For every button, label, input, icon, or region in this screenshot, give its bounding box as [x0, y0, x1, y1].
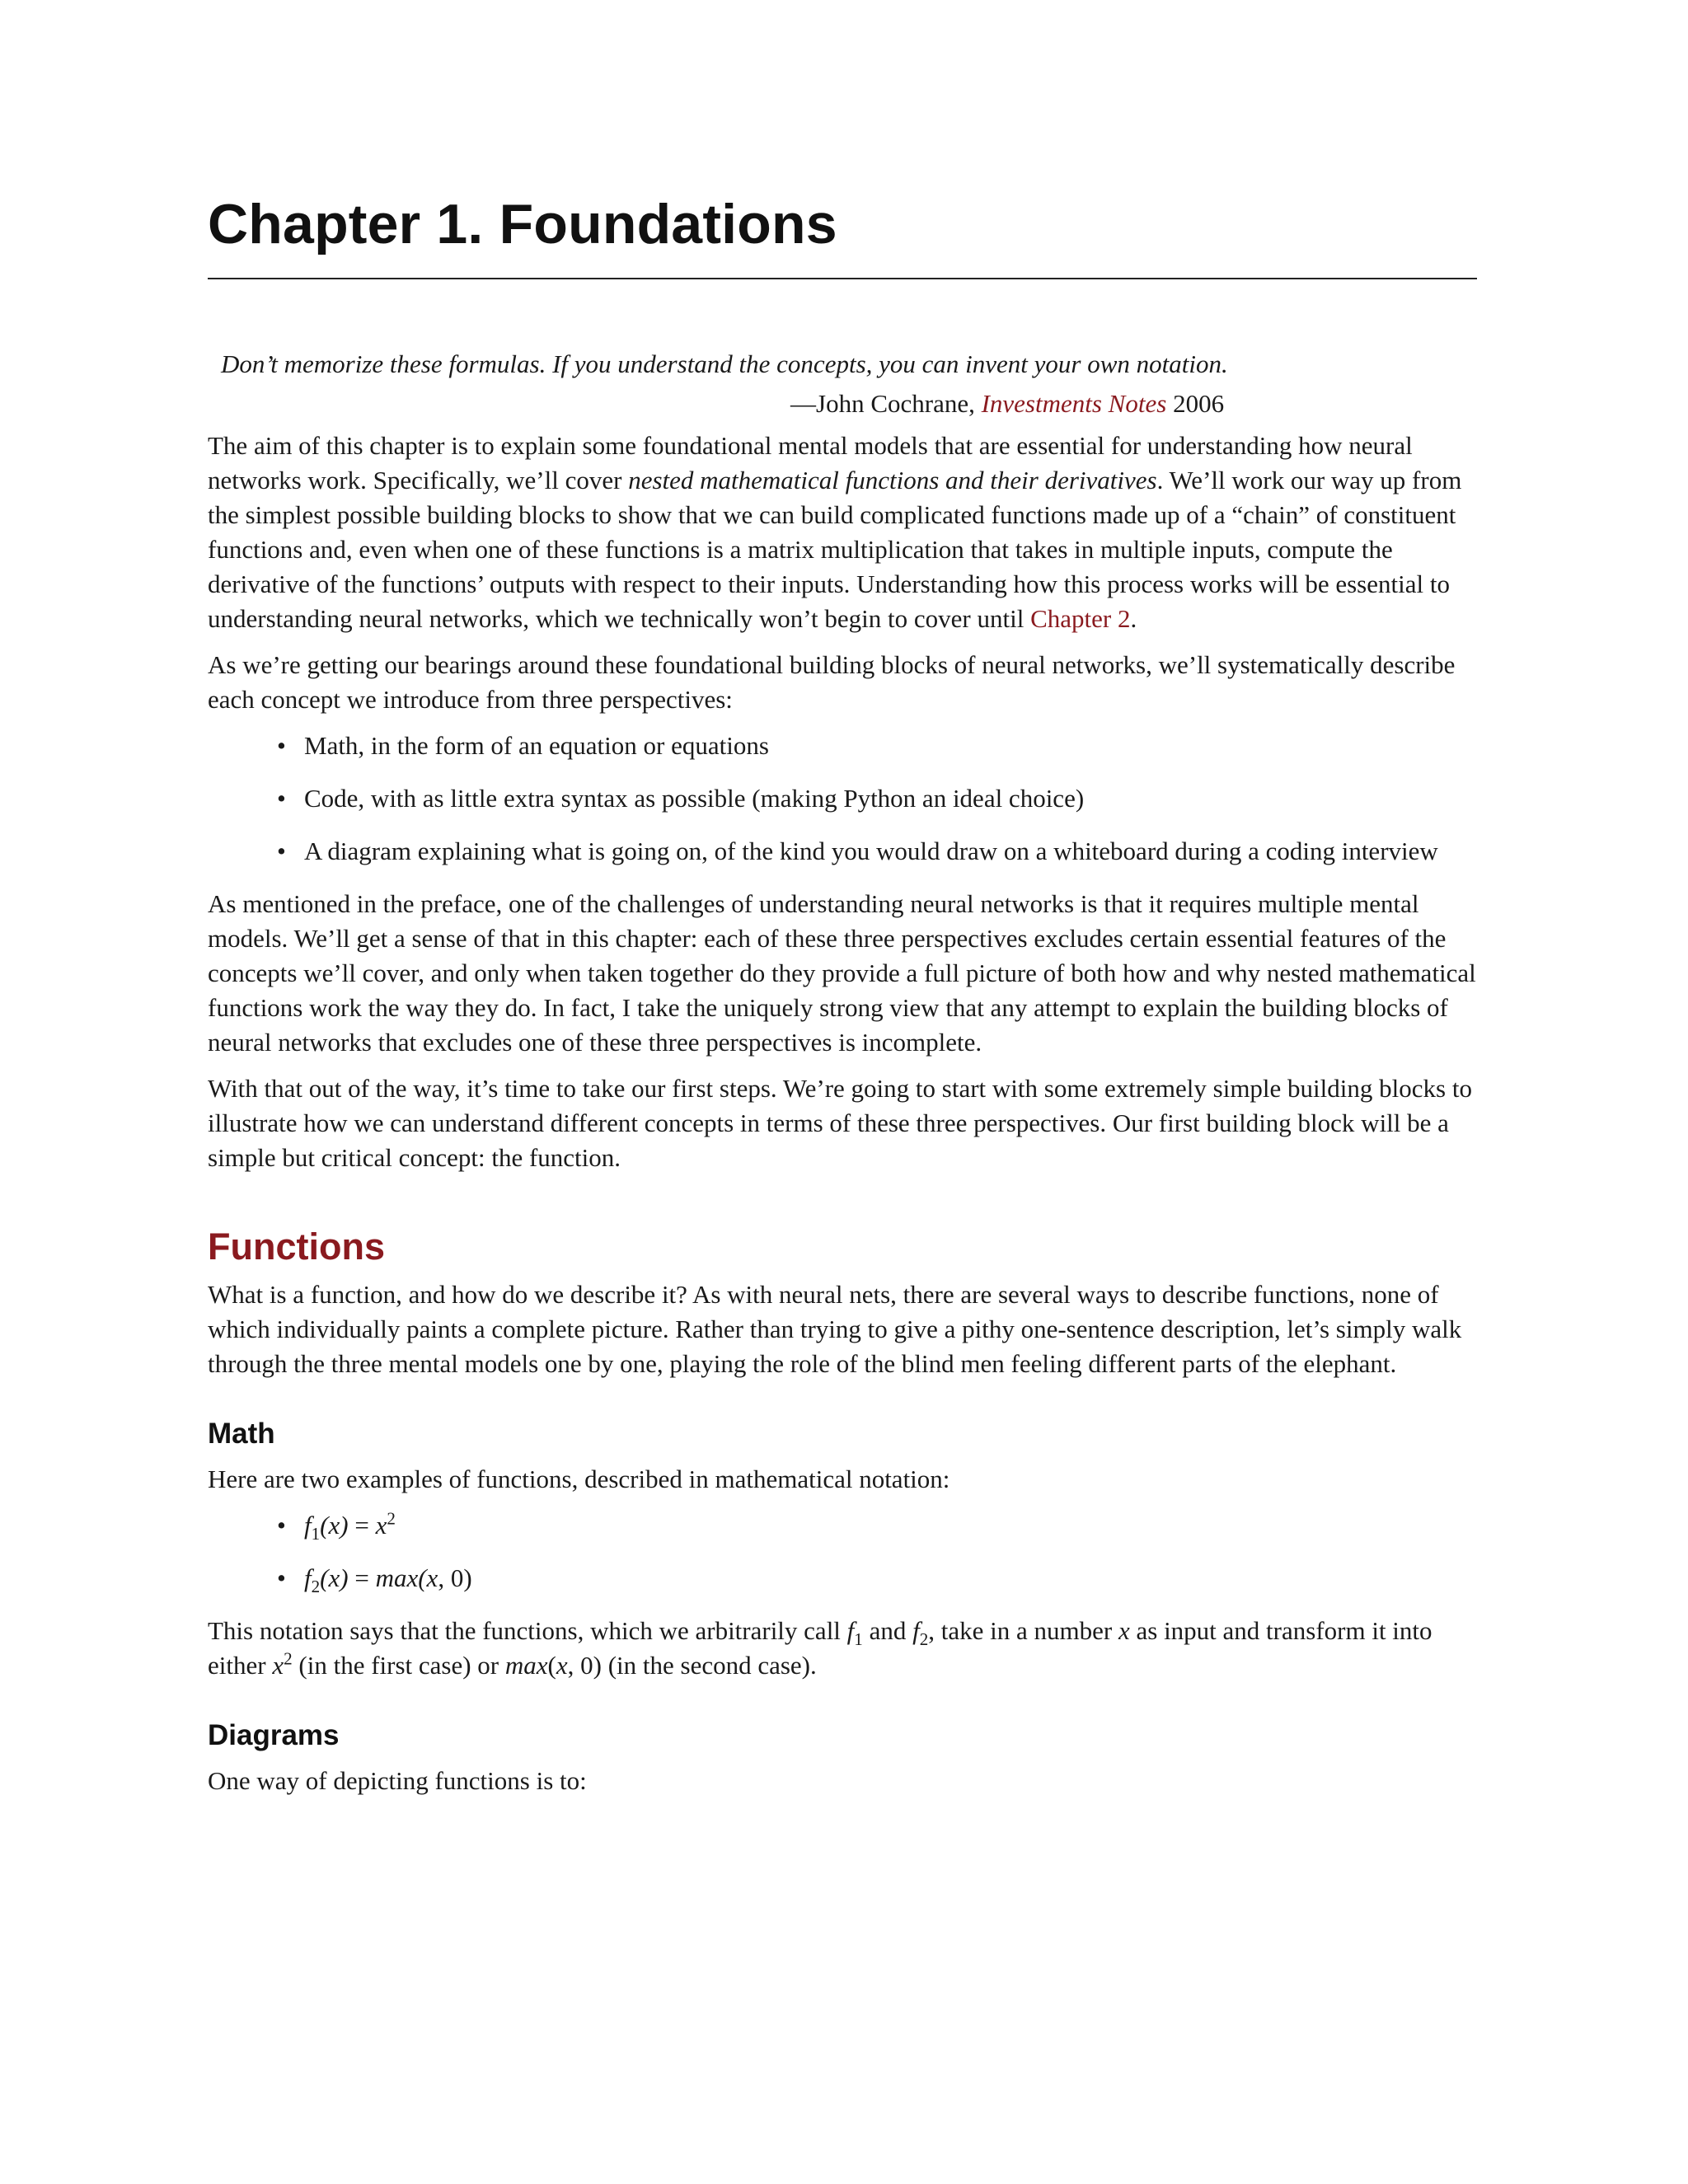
intro-paragraph-3: As mentioned in the preface, one of the challenges of understanding neural networks is that it requires multiple mental models. We’ll get a sense of that in this chapter: each of these three perspectives excludes certain essential features of the concepts we’ll cover, and only when taken together do they provide a full picture of both how and why nested mathematical functions work the way they do. In fact, I take the uniquely strong view that any attempt to explain the building blocks of neural networks that excludes one of these three perspectives is incomplete. [208, 889, 1476, 1057]
math-paragraph-2: This notation says that the functions, which we arbitrarily call $f_1$ and $f_2$, take in a number x as input and transform it into either $x^2$ (in the first case) or max(x, 0) (in the second case). [208, 1616, 1432, 1680]
content-flow [208, 344, 1477, 1810]
math-heading: Math [208, 1418, 275, 1450]
investments-notes-link[interactable]: Investments Notes [981, 389, 1167, 418]
bullet-icon: • [277, 784, 286, 813]
formula-f1: $f_1(x) = x^2$ [304, 1508, 396, 1544]
emphasis-nested-functions: nested mathematical functions and their derivatives [628, 466, 1157, 494]
formula-f2: $f_2(x) = \max(x$, 0) [304, 1563, 472, 1597]
function-examples-list [208, 1508, 1477, 1596]
epigraph-year: 2006 [1166, 389, 1225, 418]
intro-paragraph-4: With that out of the way, it’s time to take our first steps. We’re going to start with some extremely simple building blocks to illustrate how we can understand different concepts in terms of these three perspectives. Our first building block will be a simple but critical concept: the function. [208, 1074, 1472, 1172]
list-item [208, 1508, 1477, 1543]
epigraph-attribution [208, 384, 1477, 424]
list-item: • Code, with as little extra syntax as possible (making Python an ideal choice) [208, 781, 1477, 816]
bullet-icon: • [277, 731, 286, 760]
diagrams-heading: Diagrams [208, 1719, 340, 1751]
chapter-2-link[interactable]: Chapter 2 [1030, 604, 1131, 633]
math-paragraph-1: Here are two examples of functions, described in mathematical notation: [208, 1465, 950, 1493]
bullet-icon: • [277, 1511, 286, 1540]
bullet-icon: • [277, 837, 286, 865]
functions-paragraph: What is a function, and how do we describe it? As with neural nets, there are several ways to describe functions, none of which individually paints a complete picture. Rather than trying to give a pithy one-sentence description, let’s simply walk through the three mental models one by one, playing the role of the blind men feeling different parts of the elephant. [208, 1280, 1462, 1378]
title-divider [208, 278, 1477, 279]
list-item: • Math, in the form of an equation or equations [208, 729, 1477, 763]
diagrams-paragraph: One way of depicting functions is to: [208, 1766, 587, 1795]
list-item: • A diagram explaining what is going on, of the kind you would draw on a whiteboard during a coding interview [208, 834, 1477, 869]
epigraph-author: —John Cochrane, [790, 389, 982, 418]
intro-paragraph-1: The aim of this chapter is to explain some foundational mental models that are essential for understanding how neural networks work. Specifically, we’ll cover nested mathematical functions and their derivatives. We’ll work our way up from the simplest possible building blocks to show that we can build complicated functions made up of a “chain” of constituent functions and, even when one of these functions is a matrix multiplication that takes in multiple inputs, compute the derivative of the functions’ outputs with respect to their inputs. Understanding how this process works will be essential to understanding neural networks, which we technically won’t begin to cover until Chapter 2. [208, 431, 1462, 633]
chapter-title: Chapter 1. Foundations [208, 193, 837, 255]
list-item [208, 1561, 1477, 1596]
perspectives-list [208, 729, 1477, 869]
bullet-icon: • [277, 1563, 286, 1592]
epigraph-quote: Don’t memorize these formulas. If you understand the concepts, you can invent your own notation. [221, 349, 1228, 378]
intro-paragraph-2: As we’re getting our bearings around these foundational building blocks of neural networks, we’ll systematically describe each concept we introduce from three perspectives: [208, 650, 1456, 714]
functions-heading: Functions [208, 1226, 385, 1268]
